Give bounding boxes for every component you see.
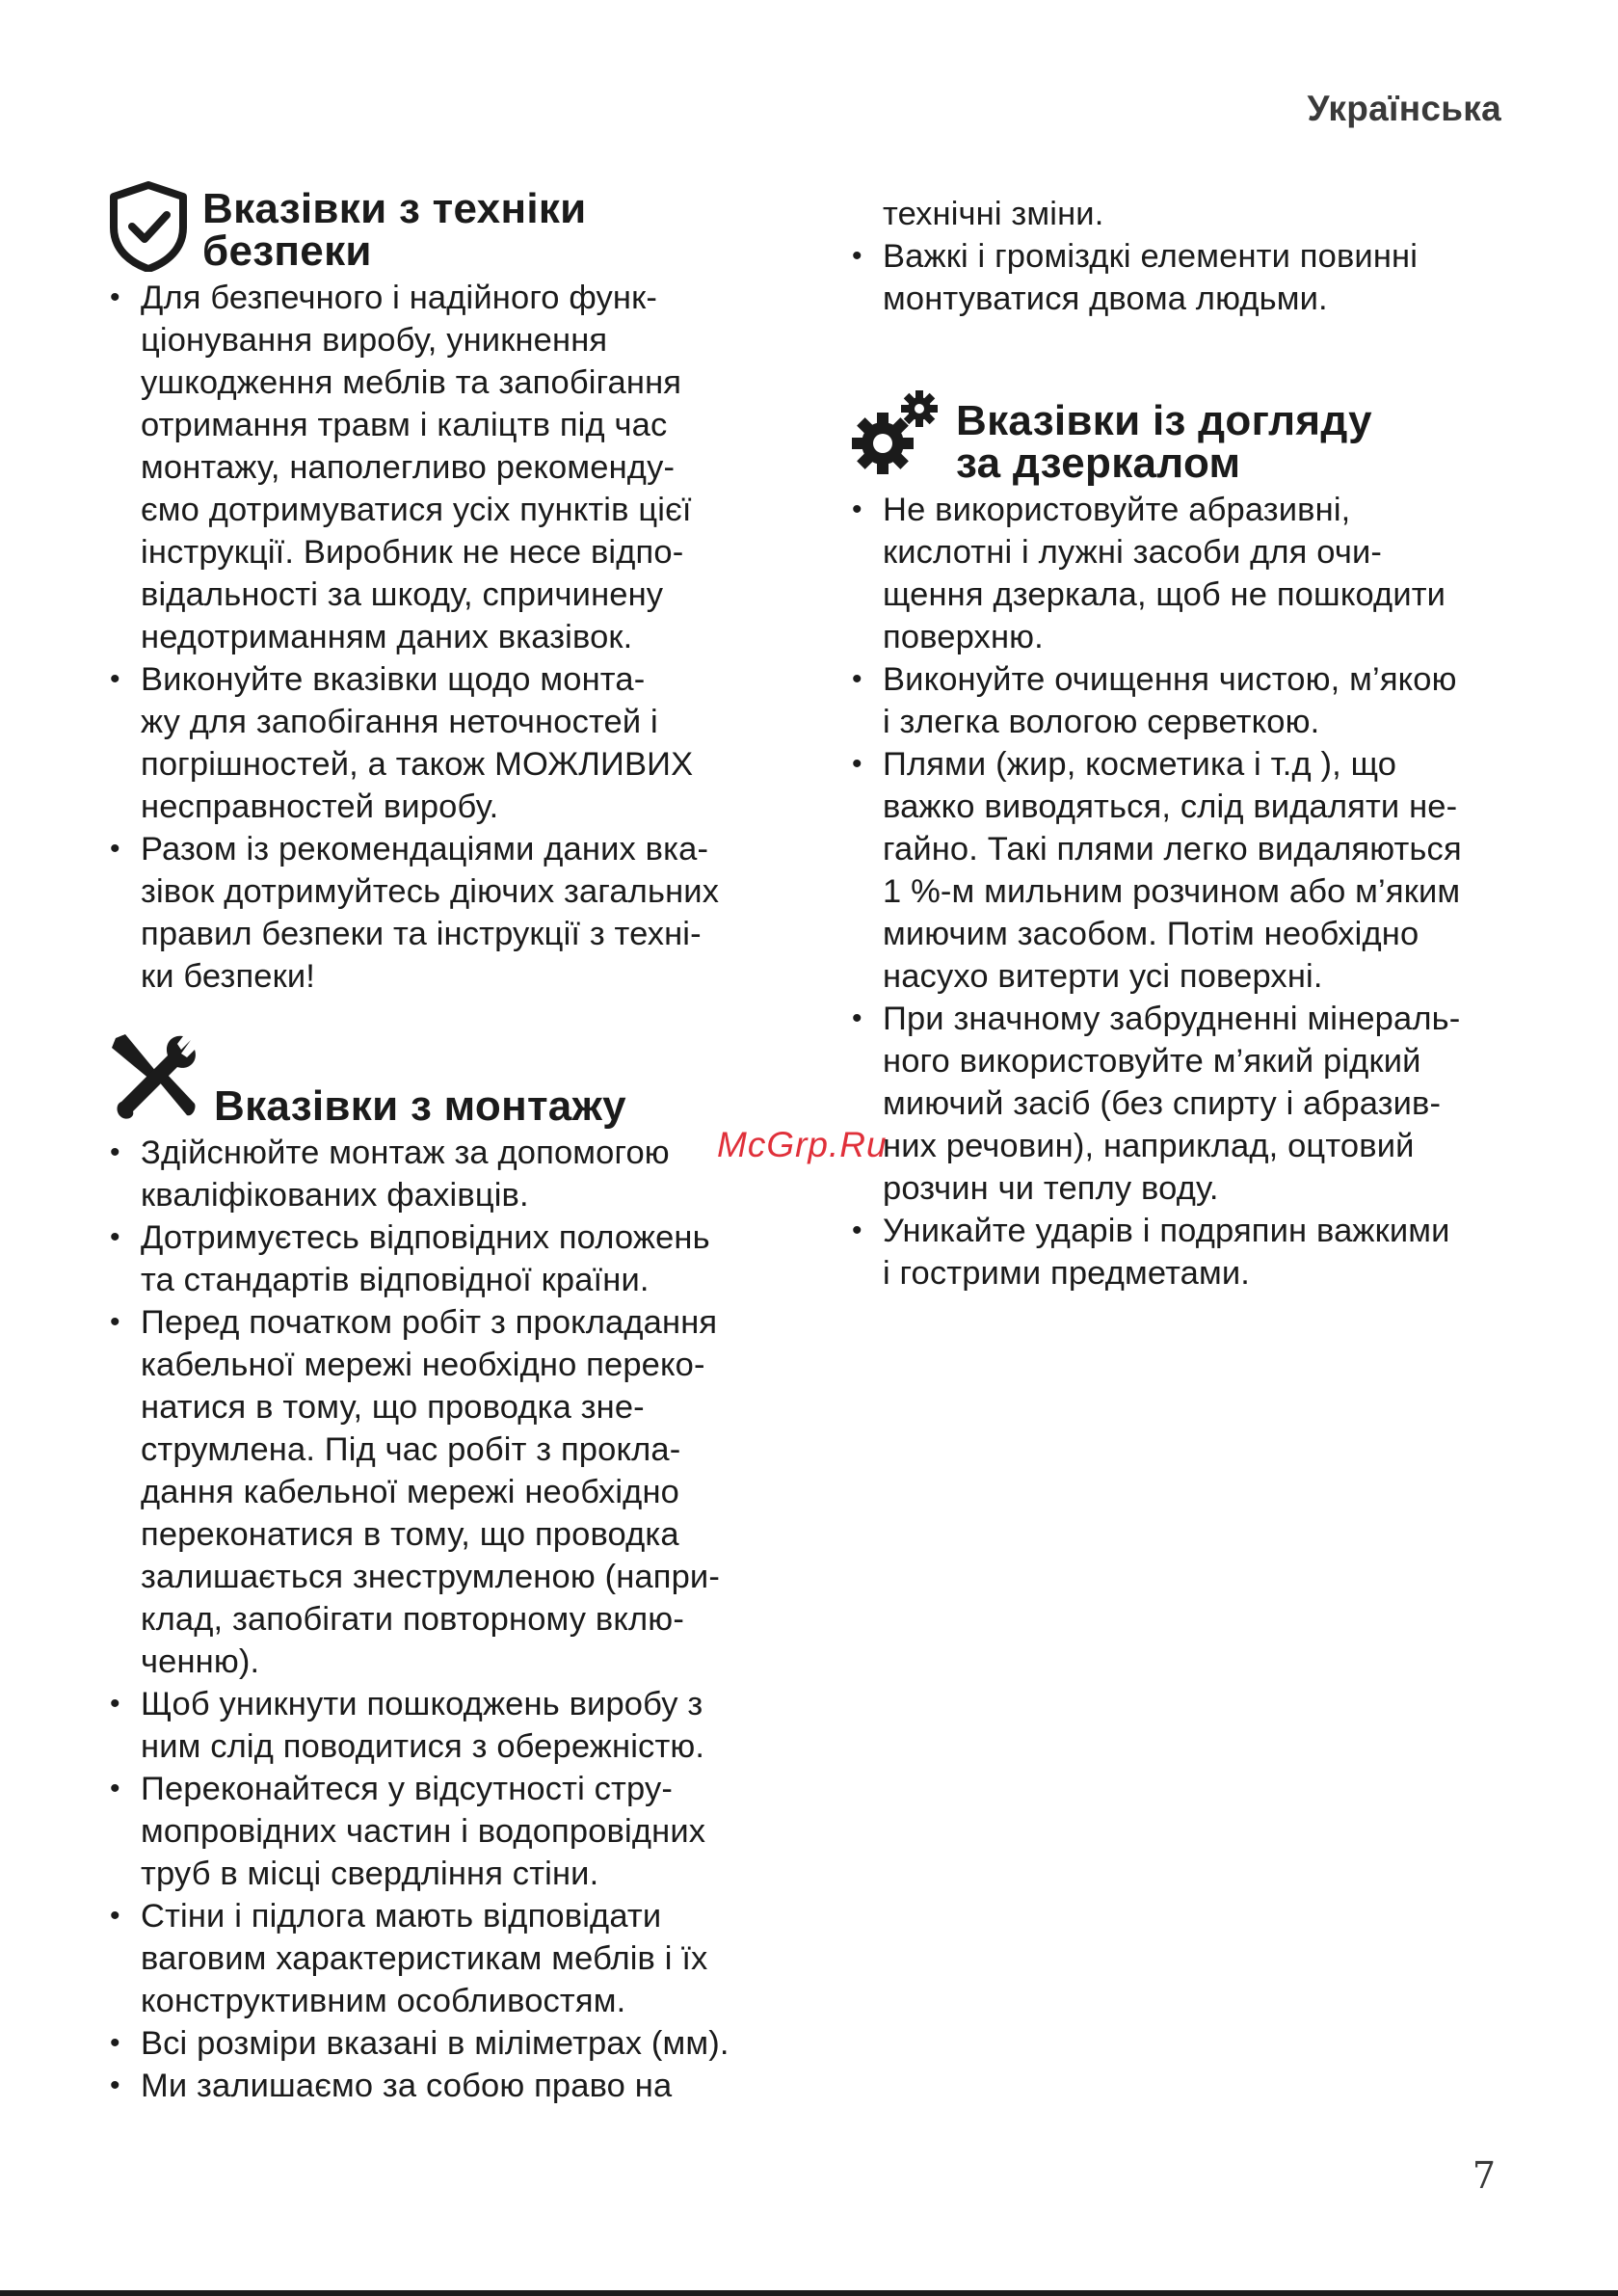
left-column	[108, 181, 773, 2107]
list-item-line: Щоб уникнути пошкоджень виробу з	[141, 1686, 703, 1722]
list-item	[108, 2022, 773, 2065]
list-item-line: щення дзеркала, щоб не пошкодити	[883, 576, 1446, 613]
list-item-line: Переконайтеся у відсутності стру-	[141, 1771, 673, 1807]
assembly-title: Вказівки з монтажу	[214, 1082, 626, 1130]
list-item-line: Всі розміри вказані в міліметрах (мм).	[141, 2025, 729, 2062]
list-item-line: При значному забрудненні мінераль-	[883, 1001, 1461, 1037]
list-item-line: важко виводяться, слід видаляти не-	[883, 788, 1458, 825]
list-item-line: Разом із рекомендаціями даних вка-	[141, 831, 709, 868]
assembly-more-list	[850, 235, 1515, 320]
list-item-line: кваліфікованих фахівців.	[141, 1177, 529, 1214]
list-item	[108, 1895, 773, 2022]
assembly-heading	[108, 1030, 773, 1128]
list-item-line: Стіни і підлога мають відповідати	[141, 1898, 662, 1935]
list-item-line: конструктивним особливостям.	[141, 1983, 626, 2019]
watermark-text: McGrp.Ru	[717, 1125, 888, 1164]
right-column	[850, 193, 1515, 1295]
list-item-line: правил безпеки та інструкції з техні-	[141, 916, 702, 952]
list-item-line: натися в тому, що проводка зне-	[141, 1389, 645, 1426]
list-item-line: недотриманням даних вказівок.	[141, 619, 633, 655]
list-item-line: ціонування виробу, уникнення	[141, 322, 608, 359]
list-item	[108, 2065, 773, 2107]
list-item-line: ченню).	[141, 1643, 260, 1680]
list-item-line: відальності за шкоду, спричинену	[141, 576, 664, 613]
list-item	[108, 1216, 773, 1301]
list-item	[108, 1683, 773, 1768]
assembly-continuation: технічні зміни.	[883, 196, 1104, 232]
list-item-line: і гострими предметами.	[883, 1255, 1251, 1292]
list-item	[108, 1301, 773, 1683]
list-item-line: 1 %-м мильним розчином або м’яким	[883, 873, 1461, 910]
list-item-line: Уникайте ударів і подряпин важкими	[883, 1213, 1450, 1249]
list-item-line: ушкодження меблів та запобігання	[141, 364, 682, 401]
list-item	[108, 1132, 773, 1216]
assembly-list	[108, 1132, 773, 2107]
list-item-line: ємо дотримуватися усіх пунктів цієї	[141, 492, 692, 528]
list-item-line: Виконуйте очищення чистою, м’якою	[883, 661, 1457, 698]
page-number: 7	[1472, 2154, 1496, 2197]
list-item-line: Важкі і громіздкі елементи повинні	[883, 238, 1419, 275]
list-item	[108, 1768, 773, 1895]
safety-list	[108, 277, 773, 998]
list-item	[850, 1210, 1515, 1295]
list-item-line: ного використовуйте м’який рідкий	[883, 1043, 1421, 1080]
list-item-line: клад, запобігати повторному вклю-	[141, 1601, 684, 1638]
list-item-line: жу для запобігання неточностей і	[141, 704, 658, 740]
shield-check-icon	[108, 181, 189, 277]
care-heading	[850, 387, 1515, 485]
list-item-line: них речовин), наприклад, оцтовий	[883, 1128, 1415, 1164]
list-item-line: інструкції. Виробник не несе відпо-	[141, 534, 684, 571]
list-item-line: погрішностей, а також МОЖЛИВИХ	[141, 746, 694, 783]
tools-icon	[108, 1030, 200, 1128]
list-item-line: гайно. Такі плями легко видаляються	[883, 831, 1462, 868]
list-item	[850, 489, 1515, 658]
list-item	[850, 998, 1515, 1210]
list-item-line: ваговим характеристикам меблів і їх	[141, 1940, 708, 1977]
list-item-line: та стандартів відповідної країни.	[141, 1262, 650, 1298]
list-item-line: несправностей виробу.	[141, 788, 499, 825]
list-item-line: кислотні і лужні засоби для очи-	[883, 534, 1383, 571]
list-item-line: і злегка вологою серветкою.	[883, 704, 1320, 740]
list-item-line: Для безпечного і надійного функ-	[141, 280, 657, 316]
list-item-line: розчин чи теплу воду.	[883, 1170, 1219, 1207]
list-item-line: Плями (жир, косметика і т.д ), що	[883, 746, 1397, 783]
safety-heading	[108, 181, 773, 273]
list-item-line: Здійснюйте монтаж за допомогою	[141, 1135, 670, 1171]
list-item-line: монтажу, наполегливо рекоменду-	[141, 449, 676, 486]
list-item-line: поверхню.	[883, 619, 1044, 655]
list-item-line: насухо витерти усі поверхні.	[883, 958, 1323, 995]
list-item-line: мопровідних частин і водопровідних	[141, 1813, 706, 1850]
list-item-line: миючим засобом. Потім необхідно	[883, 916, 1419, 952]
care-list	[850, 489, 1515, 1295]
list-item	[850, 658, 1515, 743]
list-item-line: дання кабельної мережі необхідно	[141, 1474, 680, 1510]
list-item	[108, 828, 773, 998]
list-item-line: миючий засіб (без спирту і абразив-	[883, 1085, 1442, 1122]
list-item-line: Виконуйте вказівки щодо монта-	[141, 661, 646, 698]
list-item	[850, 235, 1515, 320]
list-item	[108, 658, 773, 828]
list-item	[108, 277, 773, 658]
list-item-line: кабельної мережі необхідно переко-	[141, 1347, 705, 1383]
list-item-line: монтуватися двома людьми.	[883, 280, 1328, 317]
list-item-line: отримання травм і каліцтв під час	[141, 407, 668, 443]
list-item-line: переконатися в тому, що проводка	[141, 1516, 679, 1553]
list-item	[850, 743, 1515, 998]
list-item-line: ки безпеки!	[141, 958, 316, 995]
list-item-line: залишається знеструмленою (напри-	[141, 1559, 720, 1595]
bottom-rule	[0, 2290, 1618, 2296]
list-item-line: струмлена. Під час робіт з прокла-	[141, 1431, 681, 1468]
language-label: Українська	[1307, 89, 1501, 128]
safety-title: Вказівки з техніки безпеки	[202, 185, 587, 275]
list-item-line: Перед початком робіт з прокладання	[141, 1304, 718, 1341]
care-title: Вказівки із догляду за дзеркалом	[956, 397, 1372, 487]
list-item-line: ним слід поводитися з обережністю.	[141, 1728, 705, 1765]
gears-icon	[850, 387, 942, 485]
list-item-line: Не використовуйте абразивні,	[883, 492, 1351, 528]
list-item-line: Ми залишаємо за собою право на	[141, 2068, 673, 2104]
list-item-line: Дотримуєтесь відповідних положень	[141, 1219, 710, 1256]
list-item-line: труб в місці свердління стіни.	[141, 1855, 599, 1892]
list-item-line: зівок дотримуйтесь діючих загальних	[141, 873, 720, 910]
